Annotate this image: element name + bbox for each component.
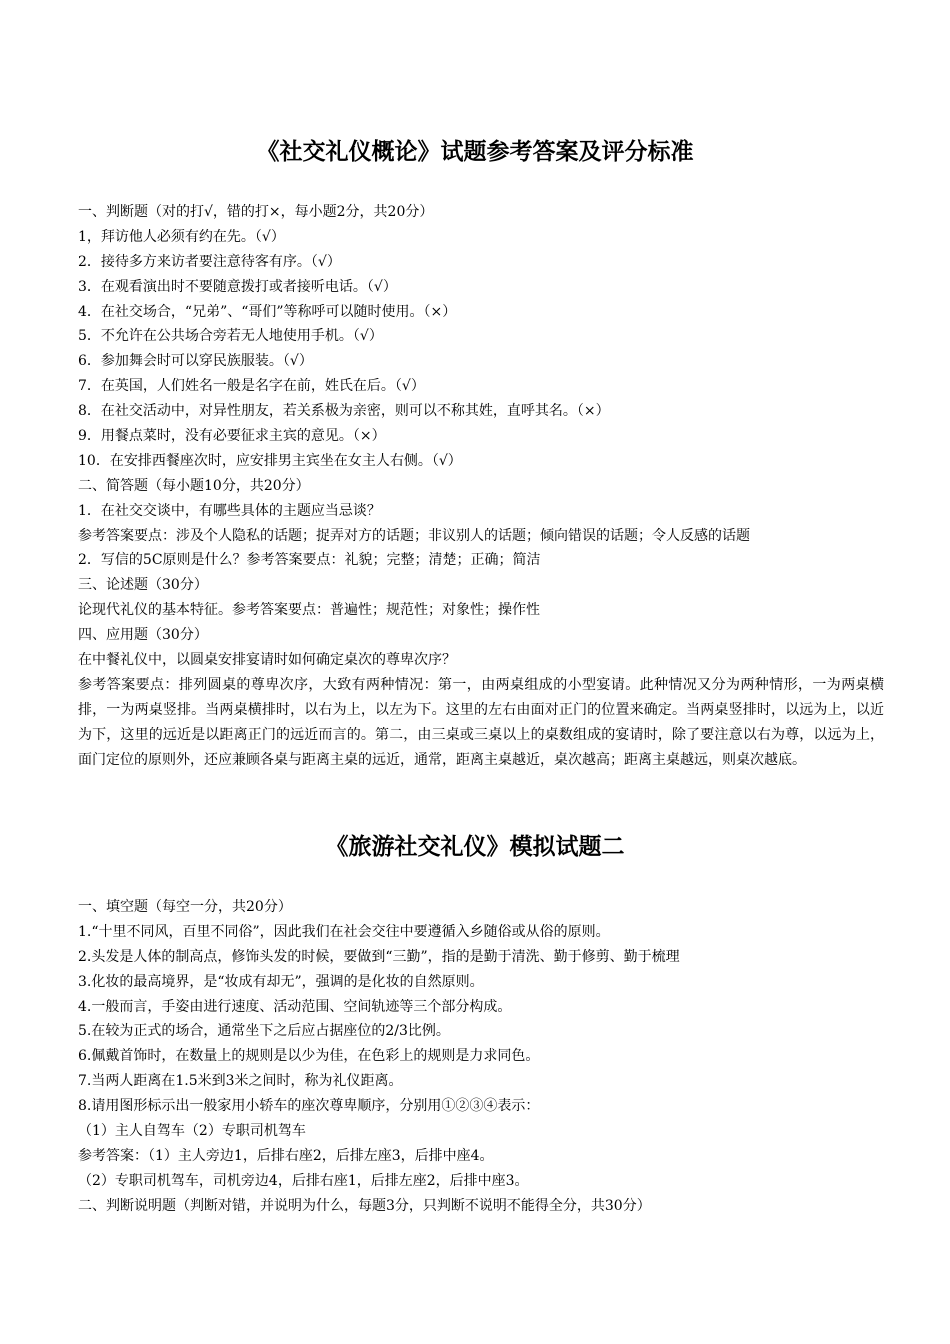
text-line: 论现代礼仪的基本特征。参考答案要点：普遍性；规范性；对象性；操作性 (78, 602, 540, 619)
text-line: 3.化妆的最高境界，是“妆成有却无”，强调的是化妆的自然原则。 (78, 973, 484, 990)
text-line: 四、应用题（30分） (78, 627, 208, 644)
text-line: 8.请用图形标示出一般家用小轿车的座次尊卑顺序，分别用①②③④表示： (78, 1098, 540, 1115)
text-line: 参考答案：（1）主人旁边1，后排右座2，后排左座3，后排中座4。 (78, 1147, 494, 1164)
text-line: 二、简答题（每小题10分，共20分） (78, 477, 310, 494)
text-line: 10．在安排西餐座次时，应安排男主宾坐在女主人右侧。（√） (78, 452, 462, 469)
text-line: 一、填空题（每空一分，共20分） (78, 899, 292, 915)
text-line: 三、论述题（30分） (78, 577, 208, 594)
section1-title: 《社交礼仪概论》试题参考答案及评分标准 (256, 138, 694, 165)
text-line: 7.当两人距离在1.5米到3米之间时，称为礼仪距离。 (78, 1073, 403, 1090)
text-line: 9．用餐点菜时，没有必要征求主宾的意见。（×） (78, 428, 386, 445)
text-line: 1.“十里不同风，百里不同俗”，因此我们在社会交往中要遵循入乡随俗或从俗的原则。 (78, 923, 610, 940)
text-line: 4．在社交场合，“兄弟”、“哥们”等称呼可以随时使用。（×） (78, 303, 457, 320)
section2-title: 《旅游社交礼仪》模拟试题二 (325, 833, 625, 860)
text-line: 5.在较为正式的场合，通常坐下之后应占据座位的2/3比例。 (78, 1023, 450, 1040)
text-line: 一、判断题（对的打√，错的打×，每小题2分，共20分） (78, 204, 434, 220)
text-line: 6.佩戴首饰时，在数量上的规则是以少为佳，在色彩上的规则是力求同色。 (78, 1048, 540, 1065)
section2-body (78, 895, 884, 1219)
text-line: 3．在观看演出时不要随意拨打或者接听电话。（√） (78, 278, 397, 295)
text-line: 6．参加舞会时可以穿民族服装。（√） (78, 353, 313, 370)
section1-body (78, 200, 884, 773)
text-line: 二、判断说明题（判断对错，并说明为什么，每题3分，只判断不说明不能得全分，共30分） (78, 1197, 651, 1214)
text-line: （1）主人自驾车（2）专职司机驾车 (78, 1123, 306, 1140)
text-line: 2.头发是人体的制高点，修饰头发的时候，要做到“三勤”，指的是勤于清洗、勤于修剪、勤于梳理 (78, 948, 680, 965)
text-line: 2．接待多方来访者要注意待客有序。（√） (78, 253, 341, 270)
text-line: 5．不允许在公共场合旁若无人地使用手机。（√） (78, 328, 383, 345)
text-line: 2．写信的5C原则是什么？参考答案要点：礼貌；完整；清楚；正确；简洁 (78, 552, 541, 569)
text-line: （2）专职司机驾车，司机旁边4，后排右座1，后排左座2，后排中座3。 (78, 1172, 529, 1189)
text-line: 4.一般而言，手姿由进行速度、活动范围、空间轨迹等三个部分构成。 (78, 998, 512, 1015)
answer-paragraph: 参考答案要点：排列圆桌的尊卑次序，大致有两种情况：第一，由两桌组成的小型宴请。此种情况又分为两种情形，一为两桌横排，一为两桌竖排。当两桌横排时，以右为上，以左为下。这里的左右由面对正门的位置来确定。当两桌竖排时，以远为上，以近为下，这里的远近是以距离正门的远近而言的。第二，由三桌或三桌以上的桌数组成的宴请时，除了要注意以右为尊，以远为上，面门定位的原则外，还应兼顾各桌与距离主桌的远近，通常，距离主桌越近，桌次越高；距离主桌越远，则桌次越底。 (78, 676, 884, 768)
text-line: 7．在英国，人们姓名一般是名字在前，姓氏在后。（√） (78, 378, 425, 395)
text-line: 1，拜访他人必须有约在先。（√） (78, 228, 285, 245)
text-line: 8．在社交活动中，对异性朋友，若关系极为亲密，则可以不称其姓，直呼其名。（×） (78, 403, 610, 420)
text-line: 在中餐礼仪中，以圆桌安排宴请时如何确定桌次的尊卑次序？ (78, 652, 456, 669)
text-line: 参考答案要点：涉及个人隐私的话题；捉弄对方的话题；非议别人的话题；倾向错误的话题；令人反感的话题 (78, 527, 750, 544)
text-line: 1．在社交交谈中，有哪些具体的主题应当忌谈？ (78, 502, 381, 519)
